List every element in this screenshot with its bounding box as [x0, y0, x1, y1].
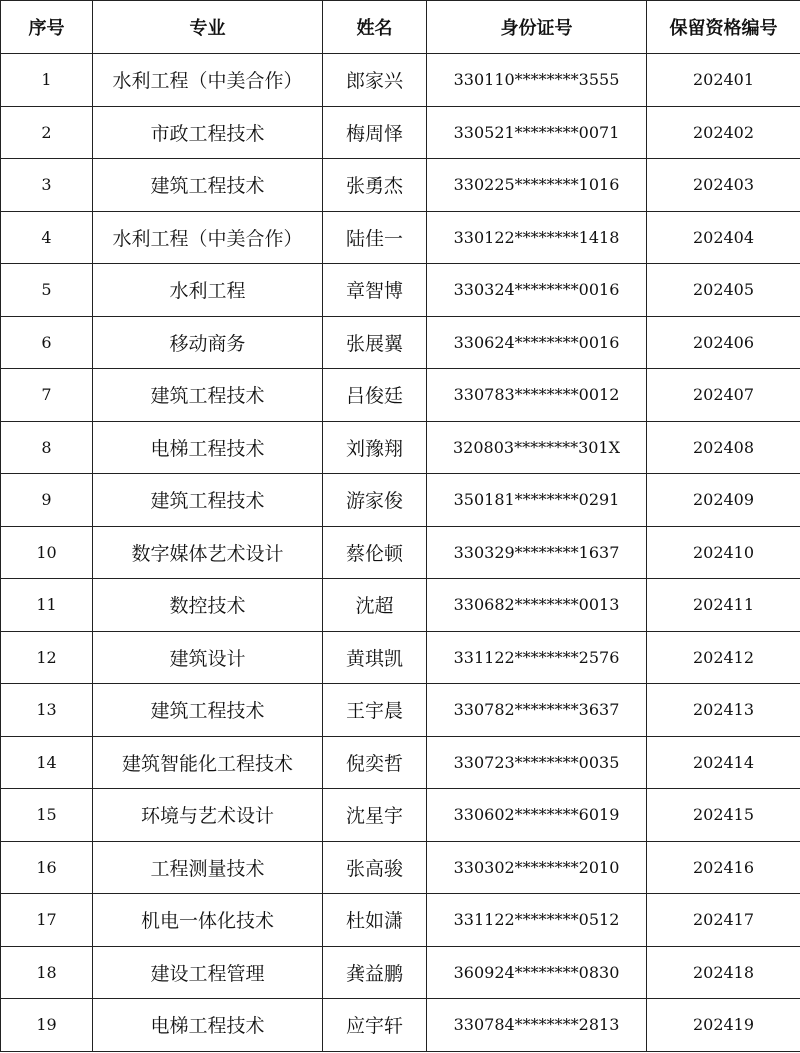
row-major: 建筑工程技术	[93, 474, 323, 527]
row-index: 18	[1, 946, 93, 999]
table-row	[1, 789, 800, 842]
header-reservation-code: 保留资格编号	[647, 1, 800, 54]
row-index: 17	[1, 894, 93, 947]
row-id-number: 331122********0512	[427, 894, 647, 947]
row-name: 吕俊廷	[323, 369, 427, 422]
row-index: 6	[1, 316, 93, 369]
table-row	[1, 631, 800, 684]
header-index: 序号	[1, 1, 93, 54]
table-row	[1, 684, 800, 737]
row-id-number: 330783********0012	[427, 369, 647, 422]
row-index: 5	[1, 264, 93, 317]
row-id-number: 330324********0016	[427, 264, 647, 317]
row-name: 沈星宇	[323, 789, 427, 842]
table-body	[1, 54, 800, 1052]
row-reservation-code: 202411	[647, 579, 800, 632]
table-header	[1, 1, 800, 54]
row-reservation-code: 202415	[647, 789, 800, 842]
row-name: 倪奕哲	[323, 736, 427, 789]
row-index: 15	[1, 789, 93, 842]
row-reservation-code: 202413	[647, 684, 800, 737]
row-major: 水利工程	[93, 264, 323, 317]
row-id-number: 350181********0291	[427, 474, 647, 527]
row-index: 10	[1, 526, 93, 579]
row-major: 电梯工程技术	[93, 421, 323, 474]
row-index: 16	[1, 841, 93, 894]
row-name: 黄琪凯	[323, 631, 427, 684]
row-index: 12	[1, 631, 93, 684]
header-major: 专业	[93, 1, 323, 54]
row-reservation-code: 202412	[647, 631, 800, 684]
row-index: 13	[1, 684, 93, 737]
row-name: 王宇晨	[323, 684, 427, 737]
row-index: 1	[1, 54, 93, 107]
table-row	[1, 579, 800, 632]
row-id-number: 330302********2010	[427, 841, 647, 894]
table-row	[1, 159, 800, 212]
row-major: 市政工程技术	[93, 106, 323, 159]
row-id-number: 330624********0016	[427, 316, 647, 369]
row-major: 电梯工程技术	[93, 999, 323, 1052]
row-major: 机电一体化技术	[93, 894, 323, 947]
row-index: 8	[1, 421, 93, 474]
row-major: 建筑工程技术	[93, 684, 323, 737]
table-row	[1, 54, 800, 107]
row-reservation-code: 202419	[647, 999, 800, 1052]
row-major: 水利工程（中美合作）	[93, 211, 323, 264]
table-row	[1, 474, 800, 527]
row-name: 杜如潇	[323, 894, 427, 947]
header-id-number: 身份证号	[427, 1, 647, 54]
row-index: 3	[1, 159, 93, 212]
row-reservation-code: 202408	[647, 421, 800, 474]
row-reservation-code: 202405	[647, 264, 800, 317]
row-index: 14	[1, 736, 93, 789]
row-major: 数字媒体艺术设计	[93, 526, 323, 579]
row-name: 张勇杰	[323, 159, 427, 212]
table-row	[1, 106, 800, 159]
row-index: 11	[1, 579, 93, 632]
row-name: 蔡伦顿	[323, 526, 427, 579]
row-index: 9	[1, 474, 93, 527]
row-major: 水利工程（中美合作）	[93, 54, 323, 107]
row-name: 应宇轩	[323, 999, 427, 1052]
row-reservation-code: 202409	[647, 474, 800, 527]
row-major: 环境与艺术设计	[93, 789, 323, 842]
row-name: 龚益鹏	[323, 946, 427, 999]
row-reservation-code: 202414	[647, 736, 800, 789]
table-row	[1, 894, 800, 947]
header-name: 姓名	[323, 1, 427, 54]
row-index: 2	[1, 106, 93, 159]
table-row	[1, 264, 800, 317]
row-index: 7	[1, 369, 93, 422]
row-index: 19	[1, 999, 93, 1052]
row-reservation-code: 202410	[647, 526, 800, 579]
row-reservation-code: 202407	[647, 369, 800, 422]
row-id-number: 330682********0013	[427, 579, 647, 632]
table-row	[1, 841, 800, 894]
row-major: 建设工程管理	[93, 946, 323, 999]
table-row	[1, 946, 800, 999]
row-reservation-code: 202418	[647, 946, 800, 999]
row-id-number: 330723********0035	[427, 736, 647, 789]
row-major: 建筑工程技术	[93, 369, 323, 422]
row-name: 沈超	[323, 579, 427, 632]
row-major: 移动商务	[93, 316, 323, 369]
row-major: 建筑设计	[93, 631, 323, 684]
row-name: 张展翼	[323, 316, 427, 369]
row-name: 陆佳一	[323, 211, 427, 264]
row-reservation-code: 202401	[647, 54, 800, 107]
table-row	[1, 999, 800, 1052]
row-id-number: 330122********1418	[427, 211, 647, 264]
row-major: 建筑工程技术	[93, 159, 323, 212]
header-row	[1, 1, 800, 54]
row-name: 梅周怿	[323, 106, 427, 159]
table-row	[1, 369, 800, 422]
row-id-number: 330110********3555	[427, 54, 647, 107]
table-row	[1, 316, 800, 369]
row-name: 章智博	[323, 264, 427, 317]
row-id-number: 330225********1016	[427, 159, 647, 212]
row-id-number: 331122********2576	[427, 631, 647, 684]
row-name: 刘豫翔	[323, 421, 427, 474]
row-id-number: 330602********6019	[427, 789, 647, 842]
row-reservation-code: 202404	[647, 211, 800, 264]
row-id-number: 330784********2813	[427, 999, 647, 1052]
row-id-number: 330521********0071	[427, 106, 647, 159]
row-name: 游家俊	[323, 474, 427, 527]
row-index: 4	[1, 211, 93, 264]
table-row	[1, 526, 800, 579]
row-id-number: 330782********3637	[427, 684, 647, 737]
row-reservation-code: 202402	[647, 106, 800, 159]
table-row	[1, 736, 800, 789]
row-reservation-code: 202403	[647, 159, 800, 212]
row-major: 建筑智能化工程技术	[93, 736, 323, 789]
row-reservation-code: 202416	[647, 841, 800, 894]
row-id-number: 360924********0830	[427, 946, 647, 999]
row-id-number: 330329********1637	[427, 526, 647, 579]
row-reservation-code: 202417	[647, 894, 800, 947]
row-major: 数控技术	[93, 579, 323, 632]
table-row	[1, 421, 800, 474]
row-id-number: 320803********301X	[427, 421, 647, 474]
table-row	[1, 211, 800, 264]
row-name: 郎家兴	[323, 54, 427, 107]
row-major: 工程测量技术	[93, 841, 323, 894]
row-reservation-code: 202406	[647, 316, 800, 369]
row-name: 张高骏	[323, 841, 427, 894]
